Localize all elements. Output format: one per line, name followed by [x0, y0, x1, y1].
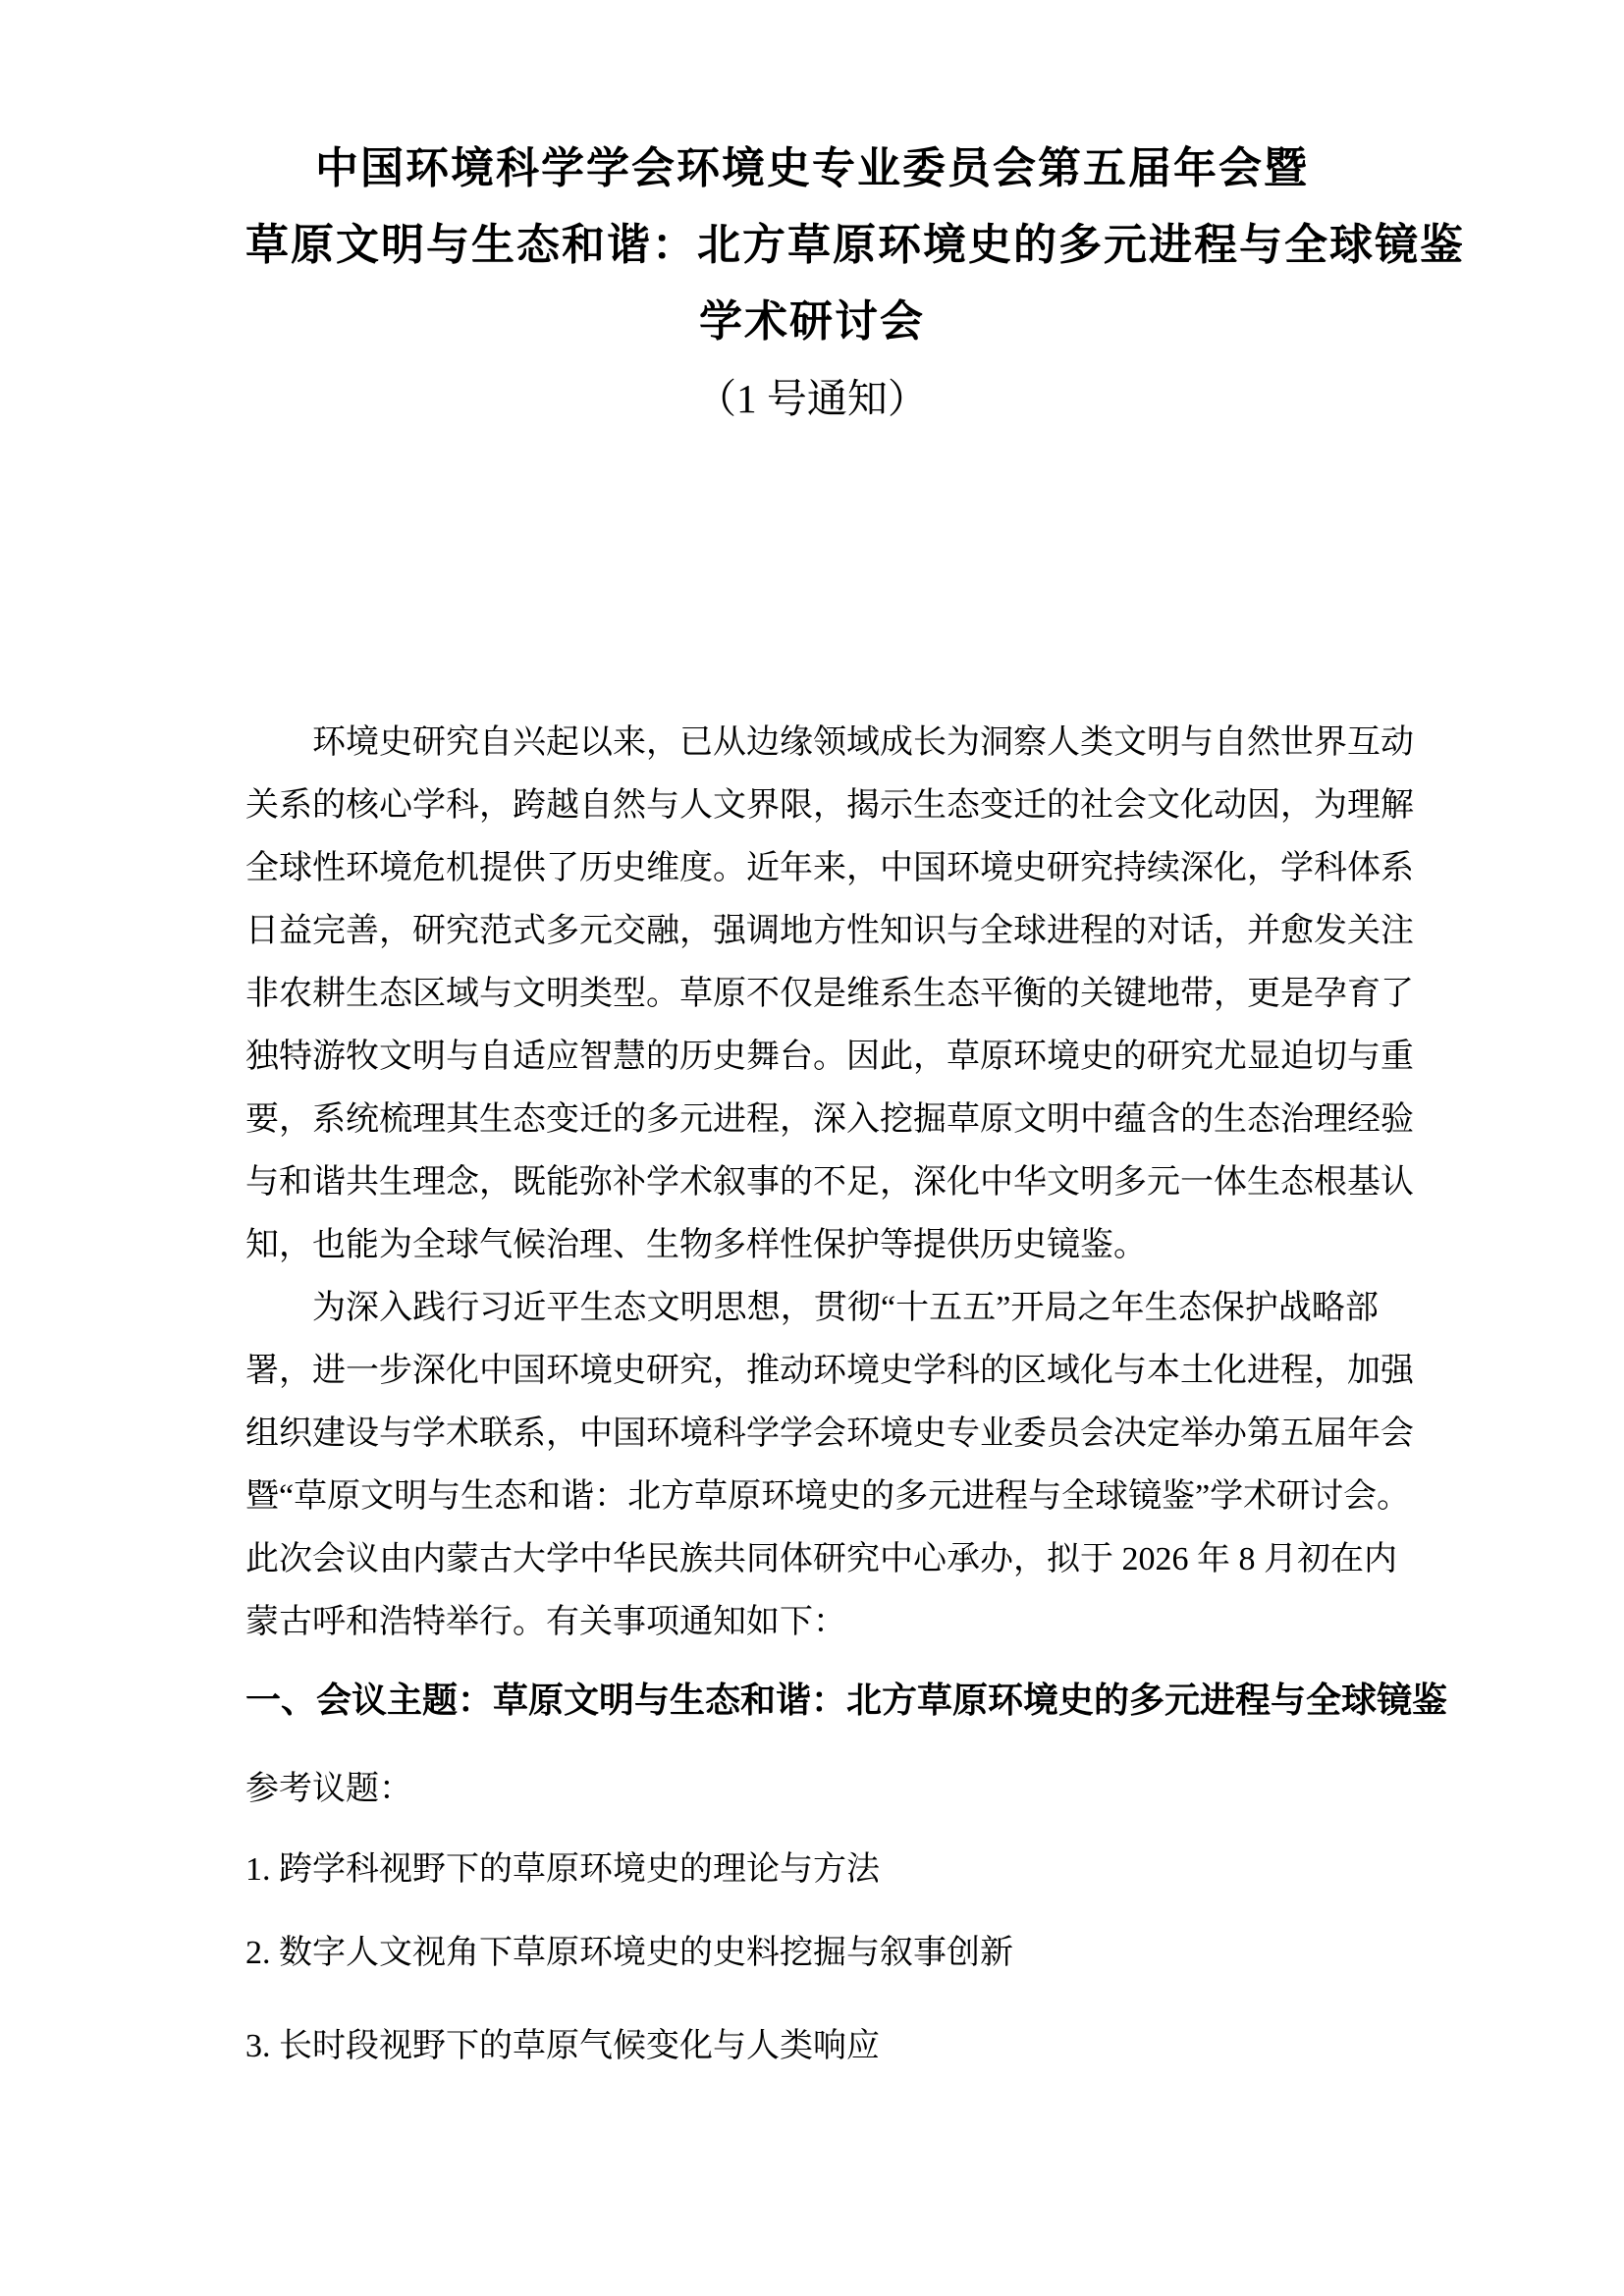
- paragraph-1: [245, 712, 1414, 1277]
- paragraph-1-line: 非农耕生态区域与文明类型。草原不仅是维系生态平衡的关键地带，更是孕育了: [245, 976, 1414, 1012]
- topic-item-1: 1. 跨学科视野下的草原环境史的理论与方法: [245, 1851, 880, 1888]
- paragraph-2-line: 此次会议由内蒙古大学中华民族共同体研究中心承办，拟于 2026 年 8 月初在内: [245, 1541, 1397, 1577]
- paragraph-1-line: 日益完善，研究范式多元交融，强调地方性知识与全球进程的对话，并愈发关注: [245, 913, 1414, 949]
- title-line-1: 中国环境科学学会环境史专业委员会第五届年会暨: [315, 144, 1309, 192]
- reference-topics-label: 参考议题：: [245, 1771, 412, 1807]
- title-line-3: 学术研讨会: [699, 297, 925, 346]
- paragraph-2-line: 为深入践行习近平生态文明思想，贯彻“十五五”开局之年生态保护战略部: [312, 1290, 1379, 1326]
- paragraph-1-line: 关系的核心学科，跨越自然与人文界限，揭示生态变迁的社会文化动因，为理解: [245, 787, 1414, 824]
- notice-number-line: （1 号通知）: [696, 376, 928, 421]
- paragraph-1-line: 全球性环境危机提供了历史维度。近年来，中国环境史研究持续深化，学科体系: [245, 850, 1414, 886]
- document-content: [245, 131, 1465, 2078]
- paragraph-2-line: 暨“草原文明与生态和谐：北方草原环境史的多元进程与全球镜鉴”学术研讨会。: [245, 1478, 1411, 1515]
- paragraph-2: [245, 1277, 1414, 1654]
- topic-item-2: 2. 数字人文视角下草原环境史的史料挖掘与叙事创新: [245, 1935, 1013, 1971]
- paragraph-1-line: 要，系统梳理其生态变迁的多元进程，深入挖掘草原文明中蕴含的生态治理经验: [245, 1101, 1414, 1138]
- paragraph-2-line: 蒙古呼和浩特举行。有关事项通知如下：: [245, 1604, 846, 1640]
- section-1-heading: 一、会议主题：草原文明与生态和谐：北方草原环境史的多元进程与全球镜鉴: [245, 1680, 1448, 1720]
- title-line-2: 草原文明与生态和谐：北方草原环境史的多元进程与全球镜鉴: [245, 221, 1465, 269]
- paragraph-1-line: 独特游牧文明与自适应智慧的历史舞台。因此，草原环境史的研究尤显迫切与重: [245, 1039, 1414, 1075]
- paragraph-2-line: 组织建设与学术联系，中国环境科学学会环境史专业委员会决定举办第五届年会: [245, 1415, 1414, 1452]
- paragraph-1-line: 与和谐共生理念，既能弥补学术叙事的不足，深化中华文明多元一体生态根基认: [245, 1164, 1414, 1201]
- paragraph-1-line: 环境史研究自兴起以来，已从边缘领域成长为洞察人类文明与自然世界互动: [312, 724, 1414, 761]
- paragraph-2-line: 署，进一步深化中国环境史研究，推动环境史学科的区域化与本土化进程，加强: [245, 1353, 1414, 1389]
- paragraph-1-line: 知，也能为全球气候治理、生物多样性保护等提供历史镜鉴。: [245, 1227, 1147, 1263]
- topic-item-3: 3. 长时段视野下的草原气候变化与人类响应: [245, 2028, 880, 2064]
